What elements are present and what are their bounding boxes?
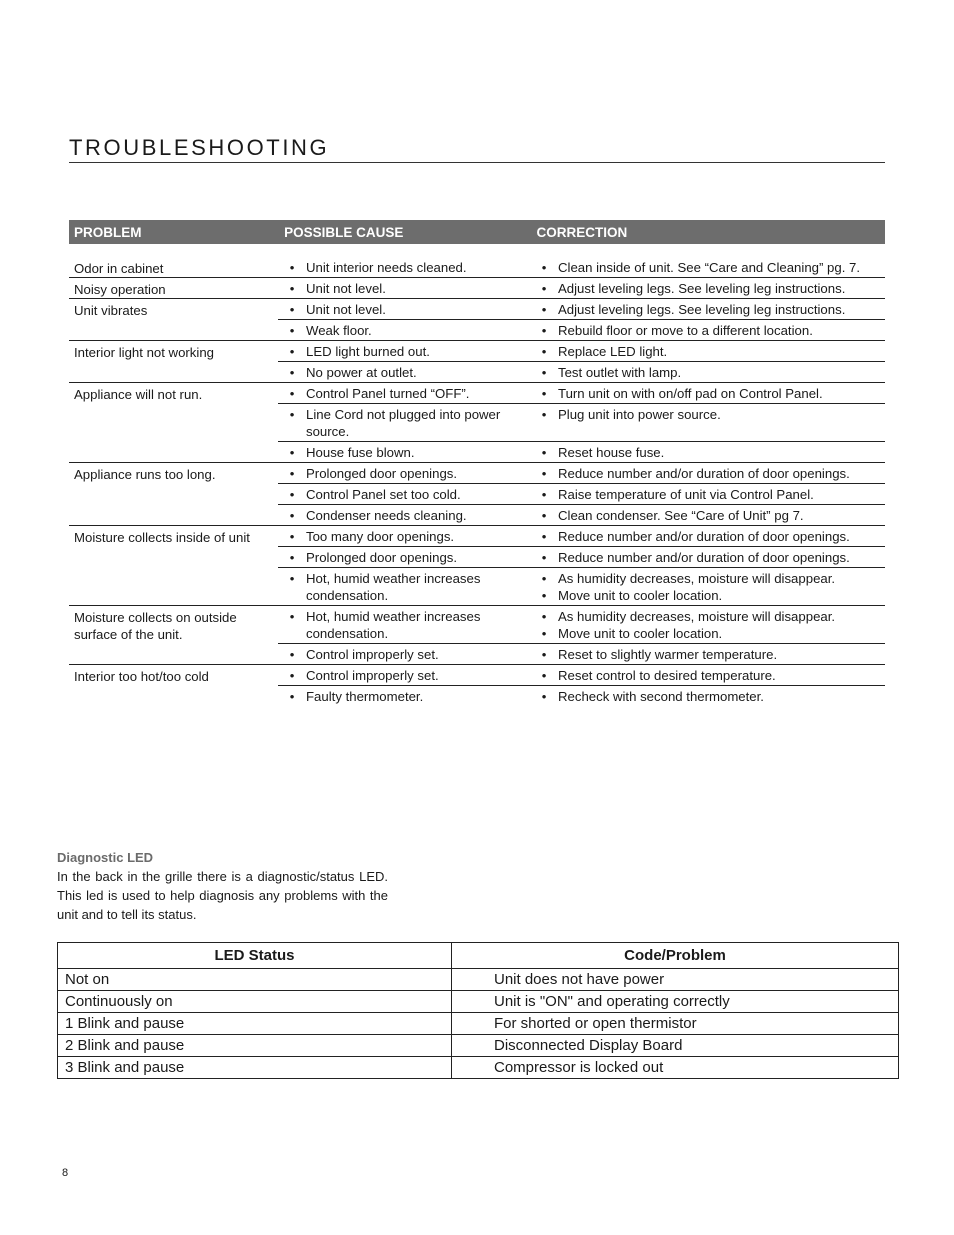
led-table-row [58,1057,899,1079]
header-correction: CORRECTION [536,224,628,240]
correction-text: Adjust leveling legs. See leveling leg instructions. [558,302,846,317]
led-status-cell: 3 Blink and pause [58,1057,452,1079]
bullet-line [530,259,885,276]
bullet-icon: • [541,626,547,641]
possible-cause-cell [278,383,530,403]
possible-cause-cell [278,526,530,546]
bullet-line [530,528,885,545]
bullet-icon: • [541,571,547,586]
bullet-icon: • [541,260,547,275]
header-possible-cause: POSSIBLE CAUSE [284,224,404,240]
correction-text: Move unit to cooler location. [558,588,723,603]
bullet-line [278,646,530,663]
bullet-icon: • [289,689,295,704]
bullet-icon: • [289,386,295,401]
bullet-line [530,688,885,705]
cause-row [278,404,885,442]
bullet-line [278,608,530,642]
cause-text: Control Panel turned “OFF”. [306,386,470,401]
header-problem: PROBLEM [74,224,142,240]
troubleshooting-body [69,257,885,706]
correction-cell [530,484,885,504]
problem-text: Unit vibrates [74,303,148,318]
bullet-line [278,549,530,566]
problem-group [69,278,885,299]
correction-text: Recheck with second thermometer. [558,689,764,704]
cause-row [278,362,885,382]
possible-cause-cell [278,442,530,462]
correction-cell [530,606,885,643]
cause-row [278,606,885,644]
cause-text: Unit interior needs cleaned. [306,260,467,275]
problem-text: Appliance will not run. [74,387,203,402]
bullet-icon: • [289,260,295,275]
correction-cell [530,665,885,685]
bullet-icon: • [289,508,295,523]
header-led-status: LED Status [58,943,452,969]
cause-row [278,505,885,525]
cause-correction-rows [278,257,885,277]
bullet-line [278,486,530,503]
correction-text: Clean inside of unit. See “Care and Cleaning” pg. 7. [558,260,861,275]
correction-cell [530,362,885,382]
page-number: 8 [62,1167,69,1179]
correction-text: Replace LED light. [558,344,668,359]
correction-cell [530,463,885,483]
problem-group [69,341,885,383]
bullet-line [278,406,530,440]
bullet-icon: • [541,386,547,401]
bullet-icon: • [541,302,547,317]
bullet-icon: • [289,609,295,624]
cause-row [278,568,885,605]
cause-text: Prolonged door openings. [306,550,458,565]
correction-text: Reset control to desired temperature. [558,668,776,683]
led-table-row [58,1035,899,1057]
bullet-line [278,322,530,339]
bullet-icon: • [541,689,547,704]
bullet-line [278,259,530,276]
bullet-line [278,385,530,402]
page-title: TROUBLESHOOTING [69,135,330,160]
correction-text: Move unit to cooler location. [558,626,723,641]
bullet-line [278,688,530,705]
correction-cell [530,341,885,361]
bullet-line [530,465,885,482]
cause-text: Condenser needs cleaning. [306,508,467,523]
bullet-line [530,406,885,423]
correction-cell [530,686,885,706]
bullet-icon: • [541,508,547,523]
correction-cell [530,644,885,664]
problem-group [69,463,885,526]
cause-text: Control Panel set too cold. [306,487,461,502]
bullet-icon: • [541,281,547,296]
title-divider [69,162,885,163]
cause-row [278,463,885,484]
possible-cause-cell [278,320,530,340]
correction-cell [530,257,885,277]
bullet-icon: • [541,344,547,359]
correction-cell [530,505,885,525]
troubleshooting-header [69,220,885,244]
bullet-icon: • [289,323,295,338]
bullet-line [278,280,530,297]
bullet-line [530,486,885,503]
problem-group [69,526,885,606]
bullet-icon: • [289,407,295,422]
cause-row [278,442,885,462]
bullet-icon: • [541,323,547,338]
bullet-line [278,507,530,524]
cause-text: LED light burned out. [306,344,430,359]
cause-text: No power at outlet. [306,365,417,380]
led-table-row [58,1013,899,1035]
led-status-cell: 1 Blink and pause [58,1013,452,1035]
led-table-body [58,969,899,1079]
problem-group [69,665,885,706]
cause-correction-rows [278,526,885,605]
bullet-icon: • [289,487,295,502]
bullet-icon: • [289,302,295,317]
problem-group [69,299,885,341]
cause-row [278,686,885,706]
cause-row [278,526,885,547]
cause-correction-rows [278,463,885,525]
problem-text: Noisy operation [74,282,166,297]
correction-cell [530,442,885,462]
correction-cell [530,526,885,546]
correction-text: Test outlet with lamp. [558,365,682,380]
bullet-line [530,667,885,684]
bullet-line [530,385,885,402]
cause-text: Unit not level. [306,281,386,296]
correction-cell [530,278,885,298]
cause-row [278,320,885,340]
correction-text: Rebuild floor or move to a different location. [558,323,813,338]
diagnostic-led-heading: Diagnostic LED [57,850,154,865]
possible-cause-cell [278,257,530,277]
possible-cause-cell [278,505,530,525]
bullet-line [530,364,885,381]
cause-text: House fuse blown. [306,445,415,460]
cause-correction-rows [278,665,885,706]
cause-row [278,484,885,505]
bullet-icon: • [289,365,295,380]
bullet-line [278,465,530,482]
led-table-header-row [58,943,899,969]
bullet-line [530,507,885,524]
problem-text: Interior light not working [74,345,215,360]
bullet-line [278,667,530,684]
cause-text: Hot, humid weather increases condensation. [306,609,481,641]
bullet-line [530,549,885,566]
cause-correction-rows [278,299,885,340]
possible-cause-cell [278,568,530,605]
cause-text: Line Cord not plugged into power source. [306,407,501,439]
possible-cause-cell [278,547,530,567]
bullet-icon: • [541,668,547,683]
correction-text: Reduce number and/or duration of door openings. [558,466,850,481]
possible-cause-cell [278,463,530,483]
correction-text: Clean condenser. See “Care of Unit” pg 7. [558,508,804,523]
bullet-line [530,570,885,587]
bullet-line [530,646,885,663]
diagnostic-led-description: In the back in the grille there is a diagnostic/status LED. This led is used to help diagnosis any problems with the unit and to tell its status. [57,869,388,922]
bullet-icon: • [289,529,295,544]
led-table-row [58,991,899,1013]
bullet-line [530,625,885,642]
bullet-line [278,528,530,545]
correction-cell [530,547,885,567]
cause-correction-rows [278,383,885,462]
cause-correction-rows [278,606,885,664]
bullet-line [278,444,530,461]
cause-row [278,547,885,568]
bullet-icon: • [289,647,295,662]
bullet-line [278,301,530,318]
correction-text: Adjust leveling legs. See leveling leg instructions. [558,281,846,296]
bullet-line [530,587,885,604]
possible-cause-cell [278,665,530,685]
cause-row [278,299,885,320]
bullet-line [530,280,885,297]
bullet-line [530,343,885,360]
troubleshooting-table [69,220,885,706]
possible-cause-cell [278,606,530,643]
bullet-icon: • [289,571,295,586]
led-status-table [57,942,899,1079]
correction-text: As humidity decreases, moisture will disappear. [558,609,836,624]
correction-text: Reduce number and/or duration of door openings. [558,550,850,565]
cause-text: Prolonged door openings. [306,466,458,481]
code-problem-cell: Compressor is locked out [452,1057,899,1079]
possible-cause-cell [278,299,530,319]
bullet-line [530,608,885,625]
cause-row [278,665,885,686]
correction-text: Plug unit into power source. [558,407,721,422]
cause-text: Control improperly set. [306,668,439,683]
problem-group [69,257,885,278]
cause-text: Weak floor. [306,323,372,338]
bullet-line [278,570,530,604]
bullet-icon: • [289,550,295,565]
bullet-icon: • [541,466,547,481]
code-problem-cell: Unit is "ON" and operating correctly [452,991,899,1013]
header-code-problem: Code/Problem [452,943,899,969]
cause-text: Unit not level. [306,302,386,317]
problem-text: Odor in cabinet [74,261,164,276]
possible-cause-cell [278,341,530,361]
cause-row [278,383,885,404]
led-status-cell: Continuously on [58,991,452,1013]
cause-row [278,341,885,362]
possible-cause-cell [278,686,530,706]
bullet-icon: • [541,529,547,544]
led-table-row [58,969,899,991]
led-status-cell: Not on [58,969,452,991]
correction-text: Raise temperature of unit via Control Panel. [558,487,814,502]
bullet-icon: • [289,445,295,460]
correction-cell [530,299,885,319]
cause-text: Too many door openings. [306,529,455,544]
code-problem-cell: For shorted or open thermistor [452,1013,899,1035]
bullet-line [278,364,530,381]
bullet-icon: • [289,344,295,359]
cause-text: Hot, humid weather increases condensation. [306,571,481,603]
correction-cell [530,320,885,340]
bullet-icon: • [289,668,295,683]
led-status-cell: 2 Blink and pause [58,1035,452,1057]
bullet-icon: • [541,445,547,460]
bullet-line [530,322,885,339]
correction-text: Reset to slightly warmer temperature. [558,647,778,662]
cause-correction-rows [278,341,885,382]
cause-text: Faulty thermometer. [306,689,424,704]
problem-text: Moisture collects on outside surface of the unit. [74,610,237,642]
correction-cell [530,383,885,403]
bullet-line [530,301,885,318]
correction-cell [530,568,885,605]
bullet-icon: • [541,487,547,502]
bullet-icon: • [541,647,547,662]
problem-text: Interior too hot/too cold [74,669,209,684]
code-problem-cell: Disconnected Display Board [452,1035,899,1057]
cause-row [278,257,885,277]
correction-text: Turn unit on with on/off pad on Control Panel. [558,386,823,401]
bullet-line [530,444,885,461]
problem-text: Moisture collects inside of unit [74,530,250,545]
cause-row [278,644,885,664]
cause-correction-rows [278,278,885,298]
bullet-icon: • [541,407,547,422]
cause-text: Control improperly set. [306,647,439,662]
problem-group [69,606,885,665]
possible-cause-cell [278,362,530,382]
problem-text: Appliance runs too long. [74,467,216,482]
bullet-icon: • [541,609,547,624]
bullet-icon: • [541,550,547,565]
bullet-line [278,343,530,360]
bullet-icon: • [541,365,547,380]
correction-text: Reset house fuse. [558,445,665,460]
code-problem-cell: Unit does not have power [452,969,899,991]
bullet-icon: • [289,281,295,296]
possible-cause-cell [278,644,530,664]
cause-row [278,278,885,298]
possible-cause-cell [278,404,530,441]
correction-cell [530,404,885,441]
possible-cause-cell [278,278,530,298]
bullet-icon: • [541,588,547,603]
possible-cause-cell [278,484,530,504]
problem-group [69,383,885,463]
correction-text: Reduce number and/or duration of door openings. [558,529,850,544]
correction-text: As humidity decreases, moisture will disappear. [558,571,836,586]
bullet-icon: • [289,466,295,481]
